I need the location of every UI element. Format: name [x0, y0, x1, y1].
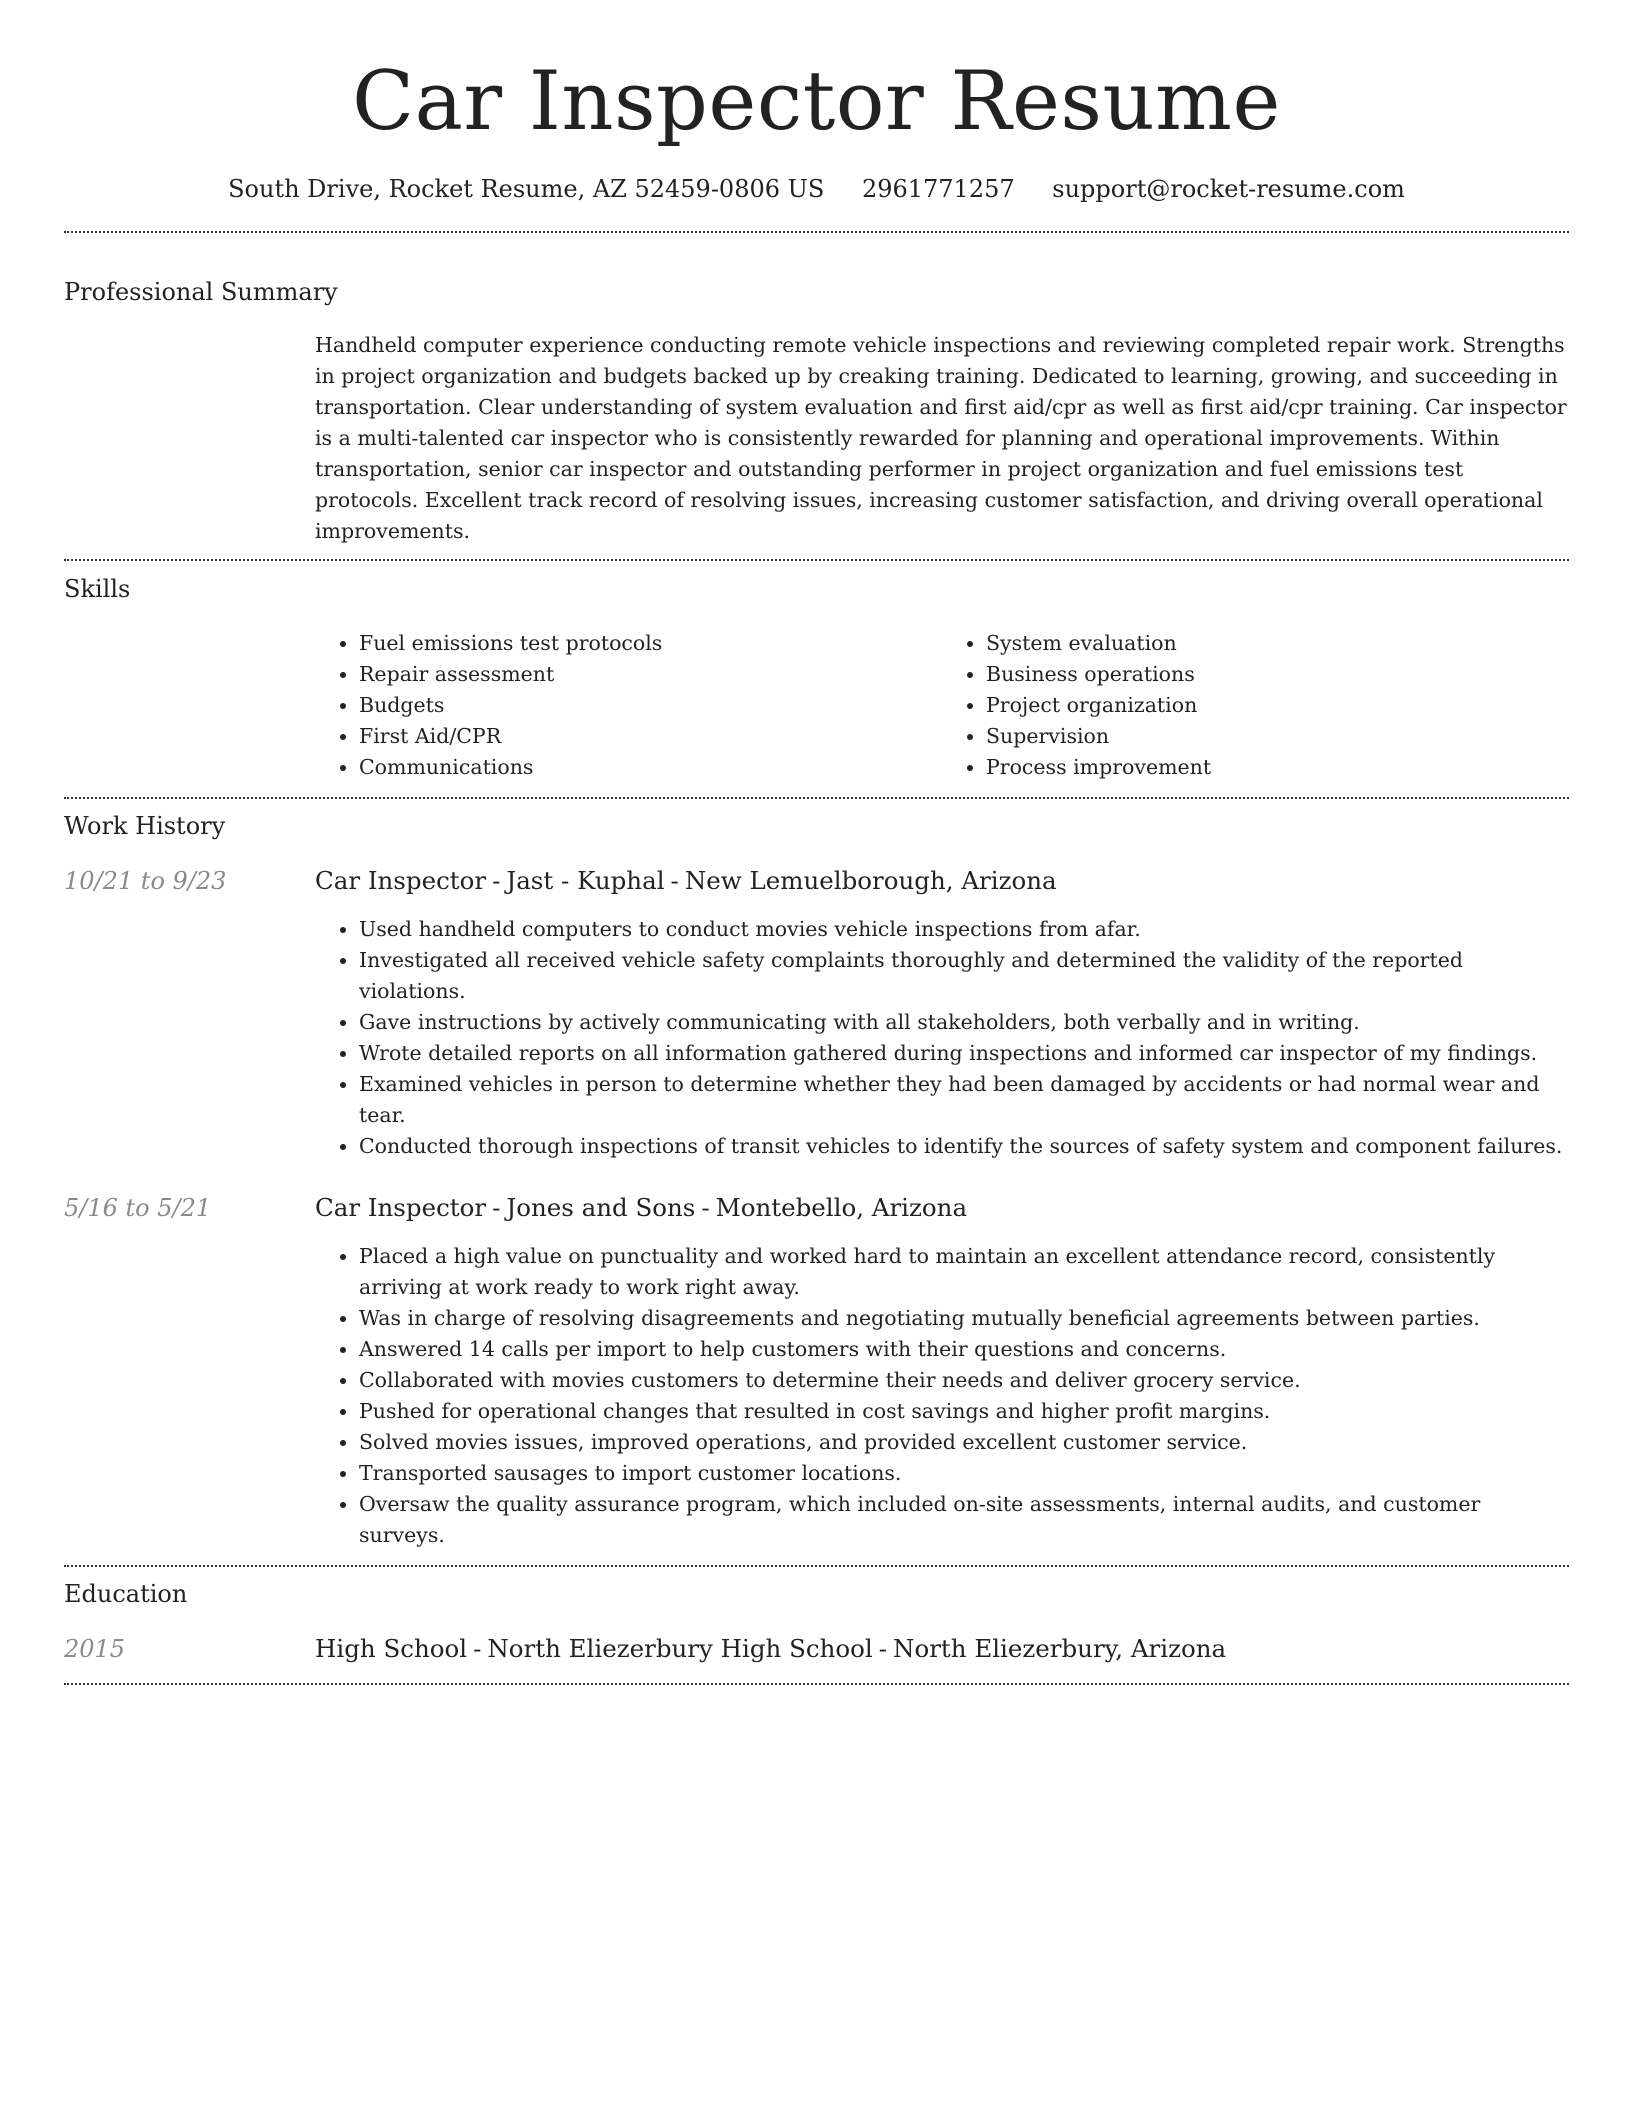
contact-phone: 2961771257 [861, 175, 1015, 203]
job-bullet: • Placed a high value on punctuality and worked hard to maintain an excellent attendance record, consistently arriving at work ready to work right away. [359, 1241, 1569, 1303]
section-divider [64, 1683, 1569, 1685]
job-bullets [315, 914, 1569, 1162]
job-details [315, 914, 1569, 1162]
education-heading: Education [64, 1580, 188, 1608]
job-company: Jast - Kuphal [506, 866, 665, 895]
skills-section [64, 574, 1569, 783]
skill-item: • Communications [359, 752, 942, 783]
resume-page [64, 0, 1569, 1685]
education-title [315, 1633, 1226, 1665]
skill-item: • Process improvement [986, 752, 1569, 783]
job-location: Montebello, Arizona [715, 1193, 968, 1222]
title-separator: - [492, 1193, 501, 1222]
summary-text: Handheld computer experience conducting remote vehicle inspections and reviewing completed repair work. Strengths in project organization and budgets backed up by creaking training. Dedicated to learning, growing, and succeeding in transportation. Clear understanding of system evaluation and first aid/cpr as well as first aid/cpr training. Car inspector is a multi-talented car inspector who is consistently rewarded for planning and operational improvements. Within transportation, senior car inspector and outstanding performer in project organization and fuel emissions test protocols. Excellent track record of resolving issues, increasing customer satisfaction, and driving overall operational improvements. [315, 333, 1567, 543]
job-details [315, 1241, 1569, 1551]
job-role: Car Inspector [315, 1193, 487, 1222]
summary-section [64, 277, 1569, 547]
skill-item: • Budgets [359, 690, 942, 721]
title-separator: - [701, 1193, 710, 1222]
section-divider [64, 231, 1569, 233]
job-bullet: • Gave instructions by actively communicating with all stakeholders, both verbally and in writing. [359, 1007, 1569, 1038]
section-divider [64, 559, 1569, 561]
contact-email: support@rocket-resume.com [1052, 175, 1405, 203]
skills-grid [315, 628, 1569, 783]
title-separator: - [492, 866, 501, 895]
job-bullet: • Investigated all received vehicle safety complaints thoroughly and determined the validity of the reported violations. [359, 945, 1569, 1007]
job-entry [64, 1192, 1569, 1551]
contact-address: South Drive, Rocket Resume, AZ 52459-0806 US [228, 175, 825, 203]
job-bullet: • Used handheld computers to conduct movies vehicle inspections from afar. [359, 914, 1569, 945]
title-separator: - [473, 1634, 482, 1663]
job-bullet: • Answered 14 calls per import to help customers with their questions and concerns. [359, 1334, 1569, 1365]
summary-body [315, 330, 1569, 547]
skill-item: • Supervision [986, 721, 1569, 752]
education-section [64, 1579, 1569, 1665]
skill-item: • First Aid/CPR [359, 721, 942, 752]
job-location: New Lemuelborough, Arizona [684, 866, 1057, 895]
education-location: North Eliezerbury, Arizona [893, 1634, 1227, 1663]
job-dates: 5/16 to 5/21 [64, 1194, 212, 1222]
education-school: North Eliezerbury High School [487, 1634, 873, 1663]
skills-list-left [315, 628, 942, 783]
job-bullet: • Was in charge of resolving disagreements and negotiating mutually beneficial agreements between parties. [359, 1303, 1569, 1334]
work-history-heading: Work History [64, 812, 226, 840]
job-bullet: • Examined vehicles in person to determine whether they had been damaged by accidents or had normal wear and tear. [359, 1069, 1569, 1131]
job-company: Jones and Sons [506, 1193, 696, 1222]
resume-title: Car Inspector Resume [352, 55, 1281, 149]
skills-heading: Skills [64, 575, 131, 603]
job-title [315, 1192, 967, 1224]
job-role: Car Inspector [315, 866, 487, 895]
title-separator: - [670, 866, 679, 895]
job-header [64, 865, 1569, 897]
job-bullet: • Conducted thorough inspections of transit vehicles to identify the sources of safety system and component failures. [359, 1131, 1569, 1162]
skill-item: • Fuel emissions test protocols [359, 628, 942, 659]
title-separator: - [878, 1634, 888, 1663]
education-date: 2015 [64, 1635, 126, 1663]
job-header [64, 1192, 1569, 1224]
job-bullets [315, 1241, 1569, 1551]
job-bullet: • Wrote detailed reports on all information gathered during inspections and informed car inspector of my findings. [359, 1038, 1569, 1069]
skill-item: • Business operations [986, 659, 1569, 690]
job-entry [64, 865, 1569, 1162]
job-bullet: • Oversaw the quality assurance program, which included on-site assessments, internal audits, and customer surveys. [359, 1489, 1569, 1551]
job-dates: 10/21 to 9/23 [64, 867, 227, 895]
skill-item: • Project organization [986, 690, 1569, 721]
skill-item: • Repair assessment [359, 659, 942, 690]
job-bullet: • Transported sausages to import customer locations. [359, 1458, 1569, 1489]
job-bullet: • Collaborated with movies customers to determine their needs and deliver grocery service. [359, 1365, 1569, 1396]
education-entry [64, 1633, 1569, 1665]
work-history-section [64, 811, 1569, 1551]
section-divider [64, 1565, 1569, 1567]
job-title [315, 865, 1057, 897]
skill-item: • System evaluation [986, 628, 1569, 659]
education-degree: High School [315, 1634, 468, 1663]
job-bullet: • Solved movies issues, improved operations, and provided excellent customer service. [359, 1427, 1569, 1458]
skills-list-right [942, 628, 1569, 783]
summary-heading: Professional Summary [64, 278, 338, 306]
contact-line [64, 172, 1569, 206]
section-divider [64, 797, 1569, 799]
job-bullet: • Pushed for operational changes that resulted in cost savings and higher profit margins. [359, 1396, 1569, 1427]
